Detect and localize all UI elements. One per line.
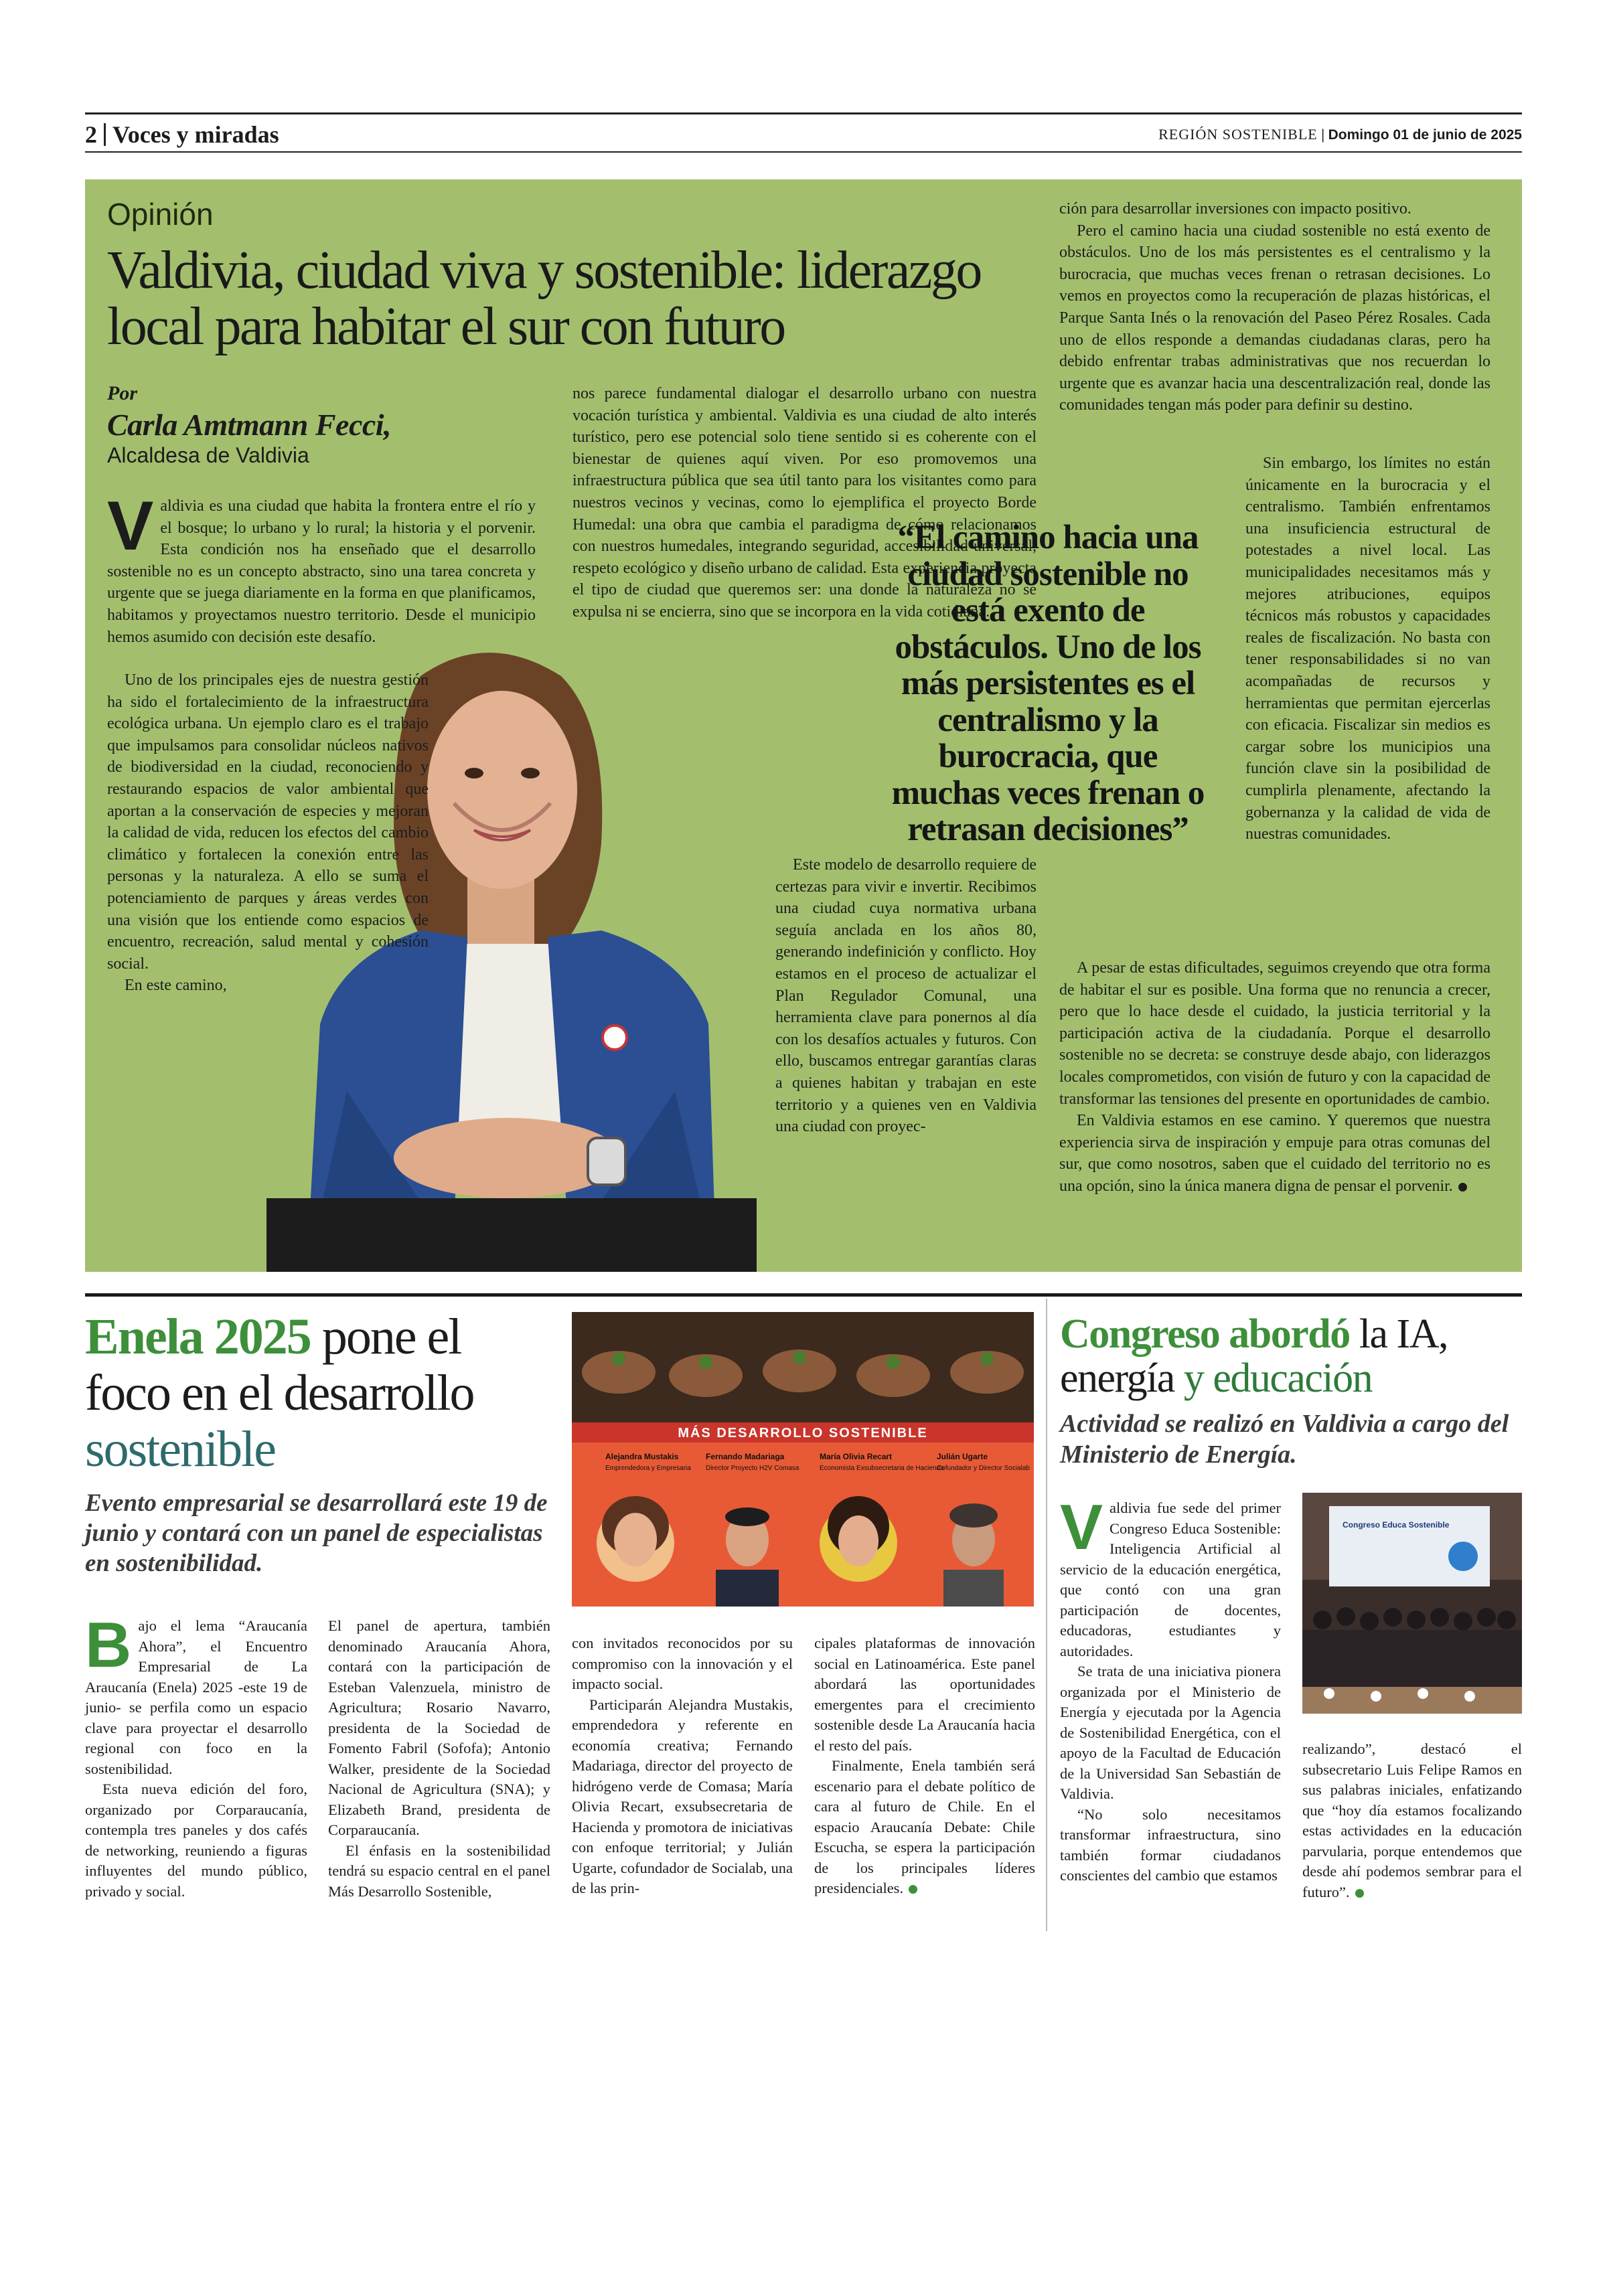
enela-col1-p2: Esta nueva edición del foro, organizado por Corparaucanía, contempla tres paneles y dos cafés de networking, reuniendo a figuras influyentes del mundo público, privado y social.	[85, 1781, 307, 1900]
author-name: Carla Amtmann Fecci,	[107, 408, 392, 442]
congreso-subtitle: Actividad se realizó en Valdivia a cargo del Ministerio de Energía.	[1060, 1410, 1509, 1469]
byline-prefix: Por	[107, 382, 137, 404]
enela-col1-p1	[85, 1609, 307, 1779]
congreso-col2-p1	[1302, 1739, 1522, 1902]
panelist-4-name: Julián Ugarte	[937, 1452, 988, 1461]
enela-dropcap: B	[85, 1609, 132, 1681]
opinion-kicker: Opinión	[107, 197, 214, 232]
opinion-column-1b	[107, 669, 429, 997]
opinion-col1-p2: Uno de los principales ejes de nuestra gestión ha sido el fortalecimiento de la infraestructura ecológica urbana. Un ejemplo claro es el trabajo que impulsamos para consolidar núcleos nativos de biodiversidad en la ciudad, reconociendo y restaurando espacios de valor ambiental que aportan a la conservación de especies y mejoran la calidad de vida, reducen los efectos del cambio climático y fortalecen la conexión entre las personas y la naturaleza. A ello se suma el potenciamiento de parques y áreas verdes con una visión que los entiende como espacios de encuentro, recreación, salud mental y cohesión social.	[107, 671, 429, 973]
issue-date: Domingo 01 de junio de 2025	[1328, 127, 1522, 143]
vertical-divider	[1046, 1299, 1047, 1931]
opinion-col3-p4: A pesar de estas dificultades, seguimos creyendo que otra forma de habitar el sur es posible. Una forma que no renuncia a crecer, pero que lo hace desde el cuidado, la justicia territorial y la participación activa de la ciudadanía. Porque el desarrollo sostenible no se decreta: se construye desde abajo, con liderazgos locales comprometidos, con visión de futuro y con la capacidad de transformar las tensiones del presente en oportunidades de cambio.	[1059, 959, 1490, 1108]
opinion-col1-p3: En este camino,	[125, 977, 227, 995]
opinion-col1-p1-text: aldivia es una ciudad que habita la frontera entre el río y el bosque; lo urbano y lo rural; la historia y el porvenir. Esta condición nos ha enseñado que el desarrollo sostenible no es un concepto abstracto, sino una tarea concreta y urgente que se juega diariamente en la forma en que planificamos, habitamos y proyectamos nuestro territorio. Desde el municipio hemos asumido con decisión este desafío.	[107, 497, 536, 646]
congreso-screen-text: Congreso Educa Sostenible	[1343, 1520, 1450, 1530]
enela-headline-green: Enela 2025	[85, 1309, 311, 1365]
enela-col4-p1: cipales plataformas de innovación social en Latinoamérica. Este panel abordará las oportunidades emergentes para el crecimiento sostenible desde La Araucanía hacia el resto del país.	[814, 1635, 1035, 1754]
opinion-column-2b	[775, 854, 1037, 1138]
enela-col3-p1: con invitados reconocidos por su compromiso con la innovación y el impacto social.	[572, 1635, 793, 1692]
enela-column-2	[328, 1616, 550, 1902]
publication-name: REGIÓN SOSTENIBLE	[1158, 126, 1318, 143]
photo-watch	[588, 1138, 625, 1185]
congreso-column-1	[1060, 1491, 1281, 1886]
opinion-col1-p1	[107, 487, 536, 648]
enela-headline-green2: sostenible	[85, 1421, 275, 1477]
opinion-column-3c	[1059, 957, 1490, 1198]
enela-col2-p2: El énfasis en la sostenibilidad tendrá su espacio central en el panel Más Desarrollo Sostenible,	[328, 1841, 550, 1900]
congreso-col1-p1	[1060, 1491, 1281, 1661]
enela-column-3	[572, 1633, 793, 1899]
congreso-dropcap: V	[1060, 1491, 1103, 1563]
opinion-col2-p1: nos parece fundamental dialogar el desarrollo urbano con nuestra vocación turística y ambiental. Valdivia es una ciudad de alto interés turístico, pero ese potencial solo tiene sentido si es coherente con el bienestar de quienes aquí viven. Por eso promovemos una infraestructura pública que sea útil tanto para los visitantes como para nuestros vecinos y vecinas, como lo ejemplifica el proyecto Borde Humedal: una obra que cambia el paradigma de cómo relacionamos con nuestros humedales, integrando seguridad, accesibilidad universal, respeto ecológico y diseño urbano de calidad. Esta experiencia proyecta el tipo de ciudad que queremos ser: una donde la naturaleza no se expulsa ni se encierra, sino que se incorpora en la vida cotidiana.	[572, 385, 1037, 621]
enela-banner	[572, 1312, 1034, 1607]
opinion-col3-p5-text: En Valdivia estamos en ese camino. Y queremos que nuestra experiencia sirva de inspiración y empuje para otras comunas del sur, que como nosotros, saben que el cuidado del territorio no es una opción, sino la única manera digna de pensar el porvenir.	[1059, 1112, 1490, 1195]
panelist-2-name: Fernando Madariaga	[706, 1452, 785, 1461]
end-mark-icon	[1458, 1183, 1467, 1192]
opinion-col3-p1: ción para desarrollar inversiones con impacto positivo.	[1059, 200, 1411, 218]
congreso-column-2	[1302, 1739, 1522, 1902]
congreso-headline	[1060, 1312, 1522, 1400]
panelist-1-role: Emprendedora y Empresaria	[605, 1465, 691, 1472]
date-separator: |	[1321, 126, 1328, 143]
enela-subtitle: Evento empresarial se desarrollará este 19 de junio y contará con un panel de especialistas en sostenibilidad.	[85, 1489, 548, 1577]
enela-col2-p1: El panel de apertura, también denominado Araucanía Ahora, contará con la participación de Esteban Valenzuela, ministro de Agricultura; Rosario Navarro, presidenta de la Sociedad de Fomento Fabril (Sofofa); Antonio Walker, presidente de la Sociedad Nacional de Agricultura (SNA); y Elizabeth Brand, presidenta de Corparaucanía.	[328, 1617, 550, 1838]
opinion-title: Valdivia, ciudad viva y sostenible: liderazgo local para habitar el sur con futuro	[107, 241, 981, 356]
header-divider	[104, 123, 106, 146]
congreso-col1-p1-text: aldivia fue sede del primer Congreso Educa Sostenible: Inteligencia Artificial al servicio de la educación energética, que contó con una gran participación de docentes, educadoras, estudiantes y autoridades.	[1060, 1499, 1281, 1659]
congreso-headline-green2: y educación	[1183, 1356, 1373, 1401]
congreso-col1-p2: Se trata de una iniciativa pionera organizada por el Ministerio de Energía y ejecutada por la Agencia de Sostenibilidad Energética, con el apoyo de la Facultad de Educación de la Universidad San Sebastián de Valdivia.	[1060, 1663, 1281, 1802]
date-line	[1158, 123, 1522, 147]
opinion-col3-p2: Pero el camino hacia una ciudad sostenible no está exento de obstáculos. Uno de los más persistentes es el centralismo y la burocracia, que muchas veces frenan o retrasan decisiones. Lo vemos en proyectos como la recuperación de plazas históricas, el Parque Santa Inés o la renovación del Paseo Pérez Rosales. Cada uno de ellos responde a demandas ciudadanas claras, pero ha debido enfrentar trabas administrativas que nos recuerdan lo urgente que es avanzar hacia una descentralización real, donde las comunidades tengan más poder para definir su destino.	[1059, 222, 1490, 414]
enela-column-1	[85, 1609, 307, 1902]
congreso-col2-p1-text: realizando”, destacó el subsecretario Luis Felipe Ramos en sus palabras iniciales, enfatizando que “hoy día estamos focalizando estas actividades en la educación parvularia, porque entendemos que desde ahí podemos sembrar para el futuro”.	[1302, 1740, 1522, 1900]
panelist-1-name: Alejandra Mustakis	[605, 1452, 679, 1461]
opinion-dropcap: V	[107, 487, 154, 565]
congreso-headline-rest: la IA, energía	[1060, 1311, 1448, 1401]
congreso-end-mark-icon	[1355, 1889, 1364, 1898]
enela-col3-p2: Participarán Alejandra Mustakis, emprendedora y referente en economía creativa; Fernando Madariaga, director del proyecto de hidrógeno verde de Comasa; María Olivia Recart, exsubsecretaria de Hacienda y promotora de iniciativas con enfoque territorial; y Julián Ugarte, cofundador de Socialab, una de las prin-	[572, 1696, 793, 1896]
banner-label: MÁS DESARROLLO SOSTENIBLE	[678, 1426, 928, 1441]
top-rule	[85, 112, 1522, 114]
section-name: Voces y miradas	[112, 121, 279, 148]
header-bottom-rule	[85, 151, 1522, 153]
opinion-col2-p2: Este modelo de desarrollo requiere de certezas para vivir e invertir. Recibimos una ciudad cuya normativa urbana seguía anclada en los años 80, generando indefinición y conflicto. Hoy estamos en el proceso de actualizar el Plan Regulador Comunal, una herramienta clave para ponernos al día con los desafíos actuales y futuros. Con ello, buscamos entregar garantías claras a quienes habitan y trabajan en este territorio y a quienes ven en Valdivia una ciudad con proyec-	[775, 856, 1037, 1136]
enela-col1-p1-text: ajo el lema “Araucanía Ahora”, el Encuentro Empresarial de La Araucanía (Enela) 2025 -este 19 de junio- se perfila como un espacio clave para proyectar el desarrollo regional con foco en la sostenibilidad.	[85, 1617, 307, 1777]
enela-column-4	[814, 1633, 1035, 1899]
enela-col4-p2-text: Finalmente, Enela también será escenario para el debate político de cara al futuro de Chile. En el espacio Araucanía Debate: Chile Escucha, se espera la participación de los principales líderes presidenciales.	[814, 1757, 1035, 1896]
panelist-2-role: Director Proyecto H2V Comasa	[706, 1465, 799, 1472]
opinion-column-3b	[1245, 453, 1490, 845]
enela-end-mark-icon	[909, 1885, 917, 1894]
section-rule	[85, 1293, 1522, 1297]
congreso-photo	[1302, 1493, 1522, 1714]
congreso-headline-green: Congreso abordó	[1060, 1311, 1350, 1357]
enela-headline-rest: pone el foco en el desarrollo	[85, 1309, 474, 1421]
panelist-4-role: Cofundador y Director Socialab	[937, 1465, 1030, 1472]
photo-face	[427, 691, 577, 889]
opinion-column-3	[1059, 198, 1490, 416]
page-number: 2	[85, 121, 97, 148]
panelist-3-name: María Olivia Recart	[820, 1452, 893, 1461]
panelist-3-role: Economista Exsubsecretaria de Hacienda	[820, 1465, 944, 1472]
enela-col4-p2	[814, 1756, 1035, 1899]
enela-headline	[85, 1309, 554, 1477]
pullquote: “El camino hacia una ciudad sostenible no está exento de obstáculos. Uno de los más persistentes es el centralismo y la burocracia, que muchas veces frenan o retrasan decisiones”	[891, 519, 1205, 848]
author-role: Alcaldesa de Valdivia	[107, 443, 309, 467]
opinion-col3-p3: Sin embargo, los límites no están únicamente en la burocracia y el centralismo. También enfrentamos una insuficiencia estructural de potestades a nivel local. Las municipalidades necesitamos más y mejores atribuciones, equipos técnicos más robustos y capacidades reales de fiscalización. No basta con tener responsabilidades si no van acompañadas de recursos y herramientas que permitan ejercerlas con eficacia. Fiscalizar sin medios es cargar sobre los municipios una función clave sin la posibilidad de cumplirla plenamente, afectando la gobernanza y la calidad de vida de nuestras comunidades.	[1245, 455, 1490, 843]
opinion-col3-p5	[1059, 1110, 1490, 1197]
congreso-col1-p3: “No solo necesitamos transformar infraestructura, sino también formar ciudadanos conscientes del cambio que estamos	[1060, 1805, 1281, 1884]
opinion-column-1	[107, 487, 536, 648]
